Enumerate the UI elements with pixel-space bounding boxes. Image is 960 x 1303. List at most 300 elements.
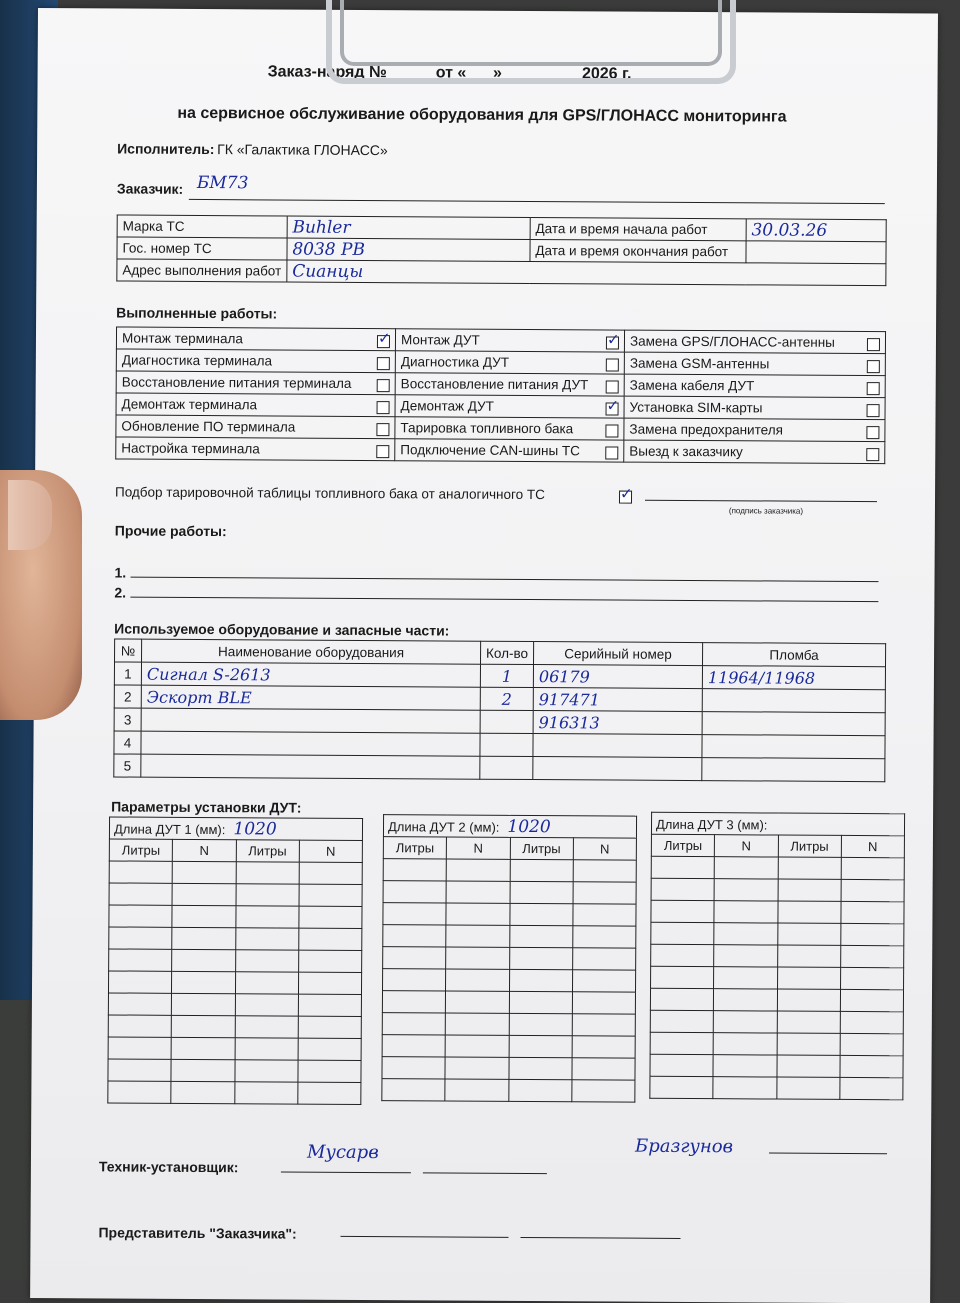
dut-row <box>108 1037 361 1061</box>
dut-cell[interactable] <box>171 1037 234 1059</box>
tariff-label: Подбор тарировочной таблицы топливного бака от аналогичного ТС <box>115 484 545 502</box>
dut-length-label: Длина ДУТ 2 (мм): <box>388 819 500 835</box>
customer-signature-line[interactable] <box>645 500 877 502</box>
dut-params-heading: Параметры установки ДУТ: <box>111 798 301 815</box>
dut-cell[interactable] <box>651 856 714 878</box>
equipment-n-cell: 1 <box>114 662 141 685</box>
dut-cell[interactable] <box>446 947 509 969</box>
dut-row <box>650 988 903 1012</box>
dut-cell[interactable] <box>299 884 362 906</box>
other-works-heading: Прочие работы: <box>115 522 227 539</box>
dut-cell[interactable] <box>510 859 573 881</box>
tariff-checkbox[interactable] <box>619 491 632 504</box>
dut-row <box>650 1010 903 1034</box>
dut-cell[interactable] <box>841 923 904 945</box>
representative-name-line[interactable] <box>520 1237 680 1239</box>
dut-row <box>108 993 361 1017</box>
dut-cell[interactable] <box>172 905 235 927</box>
dut-cell[interactable] <box>573 860 636 882</box>
dut-cell[interactable] <box>508 1079 571 1101</box>
dut-cell[interactable] <box>509 925 572 947</box>
dut-cell[interactable] <box>298 1038 361 1060</box>
work-checkbox[interactable] <box>377 401 390 414</box>
dut-cell[interactable] <box>109 905 172 927</box>
dut-cell[interactable] <box>108 1037 171 1059</box>
dut-column-header: N <box>841 835 904 857</box>
start-value[interactable]: 30.03.26 <box>746 219 886 242</box>
dut-cell[interactable] <box>841 879 904 901</box>
equipment-seal-cell[interactable] <box>702 712 885 736</box>
dut-cell[interactable] <box>108 993 171 1015</box>
equipment-n-cell: 5 <box>114 754 141 777</box>
dut-row <box>109 861 362 885</box>
end-value[interactable] <box>746 241 886 264</box>
equipment-qty-cell[interactable]: 2 <box>480 687 533 710</box>
dut-row <box>383 903 636 927</box>
work-cell <box>395 329 624 352</box>
work-cell <box>116 327 395 351</box>
dut-cell[interactable] <box>777 901 840 923</box>
work-cell <box>116 371 395 395</box>
dut-row <box>108 1015 361 1039</box>
equipment-serial-cell[interactable]: 917471 <box>533 688 702 712</box>
dut-cell[interactable] <box>841 857 904 879</box>
dut-cell[interactable] <box>298 972 361 994</box>
dut-cell[interactable] <box>778 879 841 901</box>
dut-cell[interactable] <box>714 945 777 967</box>
dut-cell[interactable] <box>573 926 636 948</box>
dut-row <box>651 922 904 946</box>
dut-cell[interactable] <box>509 1035 572 1057</box>
dut-cell[interactable] <box>572 992 635 1014</box>
equipment-header: № <box>115 639 142 662</box>
work-label: Подключение CAN-шины ТС <box>400 442 580 458</box>
dut-cell[interactable] <box>510 881 573 903</box>
dut-row <box>383 947 636 971</box>
dut-length-value[interactable]: 1020 <box>233 819 276 839</box>
representative-sign-line[interactable] <box>340 1236 508 1238</box>
equipment-qty-cell[interactable] <box>480 756 533 779</box>
work-cell <box>395 395 624 418</box>
equipment-serial-cell[interactable]: 06179 <box>533 665 702 689</box>
work-checkbox[interactable] <box>377 357 390 370</box>
equipment-name-cell[interactable]: Эскорт BLE <box>141 685 480 710</box>
dut-row <box>382 1079 635 1103</box>
dut-cell[interactable] <box>382 1057 445 1079</box>
dut-row <box>109 905 362 929</box>
dut-3-table <box>649 812 905 1101</box>
dut-cell[interactable] <box>446 903 509 925</box>
brand-value[interactable]: Buhler <box>287 216 530 239</box>
dut-cell[interactable] <box>172 883 235 905</box>
dut-column-header: Литры <box>651 834 714 856</box>
dut-row <box>109 927 362 951</box>
dut-cell[interactable] <box>446 925 509 947</box>
dut-cell[interactable] <box>713 1055 776 1077</box>
dut-cell[interactable] <box>383 969 446 991</box>
dut-cell[interactable] <box>234 1082 297 1104</box>
equipment-seal-cell[interactable]: 11964/11968 <box>702 666 885 690</box>
dut-cell[interactable] <box>776 1055 839 1077</box>
dut-cell[interactable] <box>778 857 841 879</box>
dut-cell[interactable] <box>840 1077 903 1099</box>
equipment-qty-cell[interactable] <box>480 733 533 756</box>
work-checkbox[interactable] <box>605 446 618 459</box>
dut-cell[interactable] <box>109 883 172 905</box>
work-checkbox[interactable] <box>606 402 619 415</box>
technician-name-line <box>423 1172 547 1174</box>
work-checkbox[interactable] <box>866 426 879 439</box>
work-label: Восстановление питания терминала <box>122 374 352 390</box>
dut-cell[interactable] <box>171 1081 234 1103</box>
dut-cell[interactable] <box>299 862 362 884</box>
dut-cell[interactable] <box>840 1055 903 1077</box>
signature-caption: (подпись заказчика) <box>729 506 803 515</box>
dut-cell[interactable] <box>840 967 903 989</box>
other-work-1-label: 1. <box>115 564 127 580</box>
dut-cell[interactable] <box>650 1076 713 1098</box>
customer-value[interactable]: БМ73 <box>197 173 249 193</box>
work-checkbox[interactable] <box>867 338 880 351</box>
dut-row <box>650 1032 903 1056</box>
dut-cell[interactable] <box>651 878 714 900</box>
technician2-line <box>769 1152 887 1154</box>
work-checkbox[interactable] <box>605 424 618 437</box>
work-cell <box>395 417 624 440</box>
work-checkbox[interactable] <box>376 445 389 458</box>
dut-row <box>651 856 904 880</box>
dut-cell[interactable] <box>572 948 635 970</box>
works-heading: Выполненные работы: <box>116 304 277 321</box>
dut-cell[interactable] <box>172 949 235 971</box>
dut-cell[interactable] <box>572 1058 635 1080</box>
dut-cell[interactable] <box>383 947 446 969</box>
dut-cell[interactable] <box>446 969 509 991</box>
technician2-signature[interactable]: Бразгунов <box>635 1136 733 1158</box>
brand-label: Марка ТС <box>117 215 287 238</box>
dut-cell[interactable] <box>840 1011 903 1033</box>
dut-cell[interactable] <box>840 945 903 967</box>
work-label: Диагностика терминала <box>122 352 272 368</box>
dut-cell[interactable] <box>109 949 172 971</box>
dut-cell[interactable] <box>509 991 572 1013</box>
dut-cell[interactable] <box>445 1035 508 1057</box>
dut-cell[interactable] <box>509 903 572 925</box>
work-label: Монтаж ДУТ <box>401 332 480 347</box>
dut-column-header: N <box>447 837 510 859</box>
dut-cell[interactable] <box>235 1016 298 1038</box>
work-label: Замена кабеля ДУТ <box>630 377 755 393</box>
work-cell <box>624 418 885 442</box>
customer-label: Заказчик: <box>117 180 183 196</box>
dut-row <box>383 881 636 905</box>
work-checkbox[interactable] <box>606 380 619 393</box>
work-cell <box>395 373 624 396</box>
dut-row <box>651 878 904 902</box>
work-checkbox[interactable] <box>377 335 390 348</box>
dut-column-header: Литры <box>236 840 299 862</box>
dut-length-value[interactable]: 1020 <box>507 816 550 836</box>
equipment-header: Пломба <box>702 643 885 667</box>
dut-cell[interactable] <box>235 906 298 928</box>
dut-column-header: Литры <box>778 835 841 857</box>
work-checkbox[interactable] <box>867 404 880 417</box>
dut-cell[interactable] <box>509 969 572 991</box>
dut-cell[interactable] <box>714 1011 777 1033</box>
dut-cell[interactable] <box>382 1035 445 1057</box>
equipment-seal-cell[interactable] <box>702 735 885 759</box>
dut-cell[interactable] <box>572 970 635 992</box>
work-cell <box>624 396 885 420</box>
plate-label: Гос. номер ТС <box>117 237 287 260</box>
dut-cell[interactable] <box>841 901 904 923</box>
technician-label: Техник-установщик: <box>99 1158 239 1175</box>
dut-cell[interactable] <box>234 1060 297 1082</box>
other-work-2-line[interactable] <box>130 597 878 603</box>
dut-length-cell[interactable] <box>651 812 904 836</box>
dut-column-header: N <box>573 838 636 860</box>
dut-cell[interactable] <box>299 906 362 928</box>
dut-row <box>382 1057 635 1081</box>
dut-cell[interactable] <box>714 923 777 945</box>
dut-cell[interactable] <box>446 859 509 881</box>
dut-cell[interactable] <box>235 972 298 994</box>
dut-cell[interactable] <box>445 1013 508 1035</box>
dut-length-cell[interactable] <box>383 815 636 839</box>
equipment-seal-cell[interactable] <box>702 689 885 713</box>
equipment-seal-cell[interactable] <box>702 758 885 782</box>
dut-cell[interactable] <box>777 945 840 967</box>
work-label: Диагностика ДУТ <box>401 354 509 370</box>
dut-cell[interactable] <box>714 989 777 1011</box>
equipment-header: Наименование оборудования <box>142 639 481 664</box>
equipment-serial-cell[interactable] <box>533 734 702 758</box>
dut-row <box>108 971 361 995</box>
end-label: Дата и время окончания работ <box>530 240 746 263</box>
equipment-heading: Используемое оборудование и запасные части: <box>114 620 449 638</box>
dut-column-header: Литры <box>510 837 573 859</box>
dut-cell[interactable] <box>108 971 171 993</box>
dut-cell[interactable] <box>776 1077 839 1099</box>
dut-cell[interactable] <box>573 904 636 926</box>
dut-cell[interactable] <box>573 882 636 904</box>
dut-cell[interactable] <box>298 994 361 1016</box>
dut-cell[interactable] <box>171 1015 234 1037</box>
dut-cell[interactable] <box>172 993 235 1015</box>
address-value[interactable]: Сианцы <box>287 260 886 286</box>
dut-cell[interactable] <box>383 925 446 947</box>
dut-cell[interactable] <box>651 944 714 966</box>
dut-cell[interactable] <box>714 857 777 879</box>
equipment-serial-cell[interactable]: 916313 <box>533 711 702 735</box>
equipment-n-cell: 3 <box>114 708 141 731</box>
dut-cell[interactable] <box>108 1081 171 1103</box>
work-label: Настройка терминала <box>121 440 260 456</box>
work-label: Замена GPS/ГЛОНАСС-антенны <box>630 333 835 349</box>
work-cell <box>116 415 395 439</box>
dut-length-cell[interactable] <box>109 817 362 841</box>
vehicle-table <box>116 214 886 286</box>
work-cell <box>624 440 885 464</box>
equipment-header: Серийный номер <box>533 642 702 666</box>
work-checkbox[interactable] <box>606 358 619 371</box>
dut-cell[interactable] <box>382 991 445 1013</box>
dut-cell[interactable] <box>172 971 235 993</box>
dut-cell[interactable] <box>108 1015 171 1037</box>
dut-row <box>651 900 904 924</box>
dut-column-header: Литры <box>383 837 446 859</box>
dut-cell[interactable] <box>650 988 713 1010</box>
equipment-qty-cell[interactable]: 1 <box>480 664 533 687</box>
dut-column-header: N <box>299 840 362 862</box>
work-checkbox[interactable] <box>866 448 879 461</box>
dut-cell[interactable] <box>109 927 172 949</box>
dut-cell[interactable] <box>235 1038 298 1060</box>
dut-row <box>382 1013 635 1037</box>
dut-column-header: N <box>715 835 778 857</box>
dut-cell[interactable] <box>236 862 299 884</box>
work-order-sheet <box>30 8 938 1303</box>
dut-cell[interactable] <box>713 1033 776 1055</box>
technician-sign-line <box>281 1172 411 1174</box>
dut-cell[interactable] <box>509 947 572 969</box>
work-label: Обновление ПО терминала <box>121 418 295 434</box>
dut-row <box>383 969 636 993</box>
dut-row <box>651 944 904 968</box>
executor-label: Исполнитель: <box>117 140 214 157</box>
work-checkbox[interactable] <box>376 423 389 436</box>
dut-cell[interactable] <box>509 1013 572 1035</box>
dut-cell[interactable] <box>777 1033 840 1055</box>
dut-1-table <box>107 816 363 1105</box>
work-cell <box>395 439 624 462</box>
technician-signature[interactable]: Мусарв <box>307 1142 379 1163</box>
work-checkbox[interactable] <box>867 360 880 373</box>
work-label: Демонтаж терминала <box>122 396 258 412</box>
dut-cell[interactable] <box>235 950 298 972</box>
other-work-1-line[interactable] <box>131 577 879 583</box>
dut-cell[interactable] <box>650 1010 713 1032</box>
dut-cell[interactable] <box>651 922 714 944</box>
dut-cell[interactable] <box>298 1060 361 1082</box>
equipment-name-cell[interactable] <box>141 754 480 779</box>
dut-row <box>383 859 636 883</box>
dut-cell[interactable] <box>235 928 298 950</box>
dut-length-label: Длина ДУТ 1 (мм): <box>114 821 226 837</box>
work-label: Монтаж терминала <box>122 330 243 346</box>
dut-cell[interactable] <box>714 901 777 923</box>
dut-cell[interactable] <box>171 1059 234 1081</box>
dut-cell[interactable] <box>382 1013 445 1035</box>
dut-cell[interactable] <box>651 966 714 988</box>
dut-row <box>108 1081 361 1105</box>
dut-cell[interactable] <box>172 927 235 949</box>
dut-row <box>650 1054 903 1078</box>
works-table <box>115 326 886 464</box>
equipment-serial-cell[interactable] <box>533 757 702 781</box>
dut-cell[interactable] <box>298 1082 361 1104</box>
dut-cell[interactable] <box>383 859 446 881</box>
dut-cell[interactable] <box>383 903 446 925</box>
dut-cell[interactable] <box>572 1014 635 1036</box>
equipment-name-cell[interactable]: Сигнал S-2613 <box>141 662 480 687</box>
dut-cell[interactable] <box>108 1059 171 1081</box>
dut-cell[interactable] <box>840 989 903 1011</box>
dut-cell[interactable] <box>446 881 509 903</box>
work-cell <box>624 374 885 398</box>
dut-cell[interactable] <box>777 967 840 989</box>
dut-cell[interactable] <box>508 1057 571 1079</box>
dut-cell[interactable] <box>172 861 235 883</box>
dut-cell[interactable] <box>572 1036 635 1058</box>
dut-2-table <box>381 814 637 1103</box>
work-checkbox[interactable] <box>606 336 619 349</box>
dut-cell[interactable] <box>714 879 777 901</box>
plate-value[interactable]: 8038 РВ <box>287 238 530 261</box>
dut-cell[interactable] <box>445 1057 508 1079</box>
dut-cell[interactable] <box>382 1079 445 1101</box>
work-cell <box>624 330 885 354</box>
work-checkbox[interactable] <box>867 382 880 395</box>
work-label: Тарировка топливного бака <box>400 420 573 436</box>
dut-row <box>651 966 904 990</box>
dut-row <box>650 1076 903 1100</box>
dut-cell[interactable] <box>714 967 777 989</box>
work-label: Восстановление питания ДУТ <box>401 376 589 392</box>
dut-cell[interactable] <box>446 991 509 1013</box>
other-work-2-label: 2. <box>114 584 126 600</box>
dut-cell[interactable] <box>840 1033 903 1055</box>
address-label: Адрес выполнения работ <box>117 259 287 282</box>
equipment-name-cell[interactable] <box>141 708 480 733</box>
dut-cell[interactable] <box>651 900 714 922</box>
work-label: Выезд к заказчику <box>629 443 743 459</box>
dut-cell[interactable] <box>298 950 361 972</box>
work-label: Замена GSM-антенны <box>630 355 770 371</box>
dut-row <box>382 991 635 1015</box>
clipboard-clip-inner <box>340 0 722 66</box>
dut-length-label: Длина ДУТ 3 (мм): <box>656 816 768 832</box>
executor-value: ГК «Галактика ГЛОНАСС» <box>217 141 388 158</box>
dut-cell[interactable] <box>650 1032 713 1054</box>
dut-cell[interactable] <box>235 994 298 1016</box>
dut-column-header: Литры <box>109 839 172 861</box>
dut-cell[interactable] <box>109 861 172 883</box>
dut-cell[interactable] <box>777 1011 840 1033</box>
dut-row <box>382 1035 635 1059</box>
dut-cell[interactable] <box>298 928 361 950</box>
equipment-table <box>113 638 886 782</box>
work-checkbox[interactable] <box>377 379 390 392</box>
equipment-n-cell: 2 <box>114 685 141 708</box>
dut-cell[interactable] <box>777 923 840 945</box>
dut-cell[interactable] <box>572 1080 635 1102</box>
dut-cell[interactable] <box>383 881 446 903</box>
equipment-name-cell[interactable] <box>141 731 480 756</box>
dut-cell[interactable] <box>298 1016 361 1038</box>
dut-cell[interactable] <box>650 1054 713 1076</box>
work-label: Установка SIM-карты <box>630 399 763 415</box>
equipment-header: Кол-во <box>480 641 533 664</box>
dut-cell[interactable] <box>713 1077 776 1099</box>
dut-cell[interactable] <box>777 989 840 1011</box>
title-line-2: на сервисное обслуживание оборудования для GPS/ГЛОНАСС мониторинга <box>177 105 786 127</box>
work-cell <box>624 352 885 376</box>
dut-cell[interactable] <box>445 1079 508 1101</box>
work-cell <box>116 437 395 461</box>
dut-cell[interactable] <box>236 884 299 906</box>
equipment-qty-cell[interactable] <box>480 710 533 733</box>
